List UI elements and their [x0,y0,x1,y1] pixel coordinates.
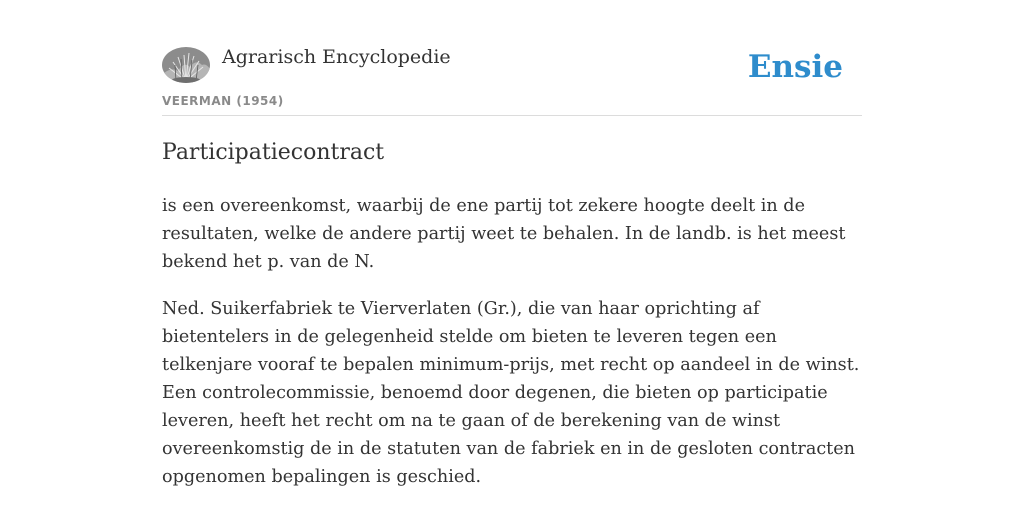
entry-title: Participatiecontract [162,140,385,165]
source-header [162,40,862,116]
ensie-brand-link[interactable]: Ensie [747,49,843,85]
source-author: VEERMAN (1954) [162,94,284,108]
entry-body [162,192,866,510]
entry-paragraph: is een overeenkomst, waarbij de ene partij tot zekere hoogte deelt in de resultaten, welke de andere partij weet te behalen. In de landb. is het meest bekend het p. van de N. [162,196,846,272]
encyclopedia-logo-icon[interactable] [162,47,210,83]
source-title[interactable]: Agrarisch Encyclopedie [222,46,451,68]
entry-paragraph: Ned. Suikerfabriek te Vierverlaten (Gr.), die van haar oprichting af bietentelers in de gelegenheid stelde om bieten te leveren tegen een telkenjare vooraf te bepalen minimum-prijs, met recht op aandeel in de winst. Een controlecommissie, benoemd door degenen, die bieten op participatie leveren, heeft het recht om na te gaan of de berekening van de winst overeenkomstig de in de statuten van de fabriek en in de gesloten contracten opgenomen bepalingen is geschied. [162,299,860,487]
